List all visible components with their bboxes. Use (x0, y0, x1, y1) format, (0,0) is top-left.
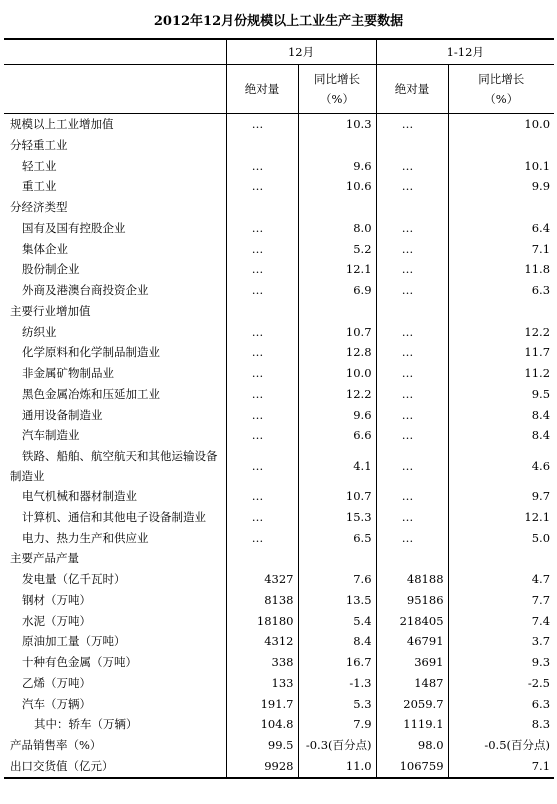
table-row (4, 507, 554, 528)
header-yoy-line2: （%） (320, 92, 354, 106)
header-yoy-line2: （%） (484, 92, 519, 106)
row-label: 主要产品产量 (10, 551, 79, 566)
month-yoy-cell: 9.6 (298, 156, 376, 177)
header-month-yoy (298, 65, 376, 114)
ytd-abs-cell: … (376, 363, 448, 384)
ytd-abs-cell: … (376, 218, 448, 239)
month-yoy-cell: 7.9 (298, 714, 376, 735)
month-abs-cell: … (226, 176, 298, 197)
table-row (4, 176, 554, 197)
table-row (4, 673, 554, 694)
month-abs-cell: … (226, 486, 298, 507)
ytd-abs-cell: … (376, 528, 448, 549)
table-row (4, 239, 554, 260)
row-label: 其中：轿车（万辆） (34, 717, 138, 732)
month-yoy-cell: 9.6 (298, 405, 376, 426)
month-abs-cell: 18180 (226, 611, 298, 632)
row-label: 纺织业 (22, 324, 57, 339)
ytd-abs-cell: 3691 (376, 652, 448, 673)
ytd-yoy-cell: 6.4 (448, 218, 554, 239)
month-yoy-cell: 5.2 (298, 239, 376, 260)
header-yoy-line1: 同比增长 (314, 72, 360, 86)
row-label: 非金属矿物制品业 (22, 366, 114, 380)
ytd-abs-cell (376, 548, 448, 569)
ytd-yoy-cell (448, 135, 554, 156)
ytd-abs-cell: … (376, 259, 448, 280)
ytd-yoy-cell: 10.0 (448, 114, 554, 135)
row-label: 轻工业 (22, 158, 57, 173)
header-row-period (4, 39, 554, 65)
month-abs-cell: … (226, 218, 298, 239)
ytd-yoy-cell: 7.1 (448, 239, 554, 260)
month-yoy-cell: 8.4 (298, 631, 376, 652)
month-yoy-cell: 12.1 (298, 259, 376, 280)
month-abs-cell: … (226, 114, 298, 135)
ytd-yoy-cell: 6.3 (448, 280, 554, 301)
table-row (4, 569, 554, 590)
month-yoy-cell (298, 548, 376, 569)
ytd-yoy-cell: 5.0 (448, 528, 554, 549)
header-month-abs: 绝对量 (226, 65, 298, 114)
month-yoy-cell: 10.6 (298, 176, 376, 197)
ytd-yoy-cell: 11.2 (448, 363, 554, 384)
ytd-abs-cell: 48188 (376, 569, 448, 590)
month-yoy-cell (298, 135, 376, 156)
row-label: 发电量（亿千瓦时） (22, 572, 126, 586)
ytd-yoy-cell: 11.8 (448, 259, 554, 280)
row-label: 分轻重工业 (10, 137, 68, 152)
month-yoy-cell: 12.8 (298, 342, 376, 363)
month-abs-cell: … (226, 342, 298, 363)
page-title: 2012年12月份规模以上工业生产主要数据 (153, 14, 404, 29)
month-abs-cell: 8138 (226, 590, 298, 611)
ytd-yoy-cell: 8.3 (448, 714, 554, 735)
ytd-abs-cell: … (376, 239, 448, 260)
month-yoy-cell: 6.9 (298, 280, 376, 301)
section-row (4, 548, 554, 569)
month-abs-cell: … (226, 280, 298, 301)
row-label: 分经济类型 (10, 200, 68, 214)
row-label: 出口交货值（亿元） (4, 756, 226, 778)
ytd-abs-cell: … (376, 405, 448, 426)
table-row (4, 652, 554, 673)
ytd-yoy-cell: -0.5(百分点) (448, 735, 554, 756)
ytd-abs-cell (376, 135, 448, 156)
month-abs-cell (226, 135, 298, 156)
section-row (4, 135, 554, 156)
month-abs-cell: … (226, 528, 298, 549)
ytd-abs-cell: … (376, 384, 448, 405)
table-row (4, 694, 554, 715)
month-yoy-cell (298, 197, 376, 218)
row-label: 重工业 (22, 179, 57, 194)
ytd-abs-cell (376, 197, 448, 218)
table-row (4, 218, 554, 239)
month-yoy-cell: 5.4 (298, 611, 376, 632)
ytd-yoy-cell: 9.3 (448, 652, 554, 673)
section-row (4, 301, 554, 322)
header-yoy-line1: 同比增长 (478, 72, 525, 86)
row-label: 水泥（万吨） (22, 613, 91, 628)
month-abs-cell: … (226, 156, 298, 177)
table-row (4, 384, 554, 405)
ytd-yoy-cell: 12.1 (448, 507, 554, 528)
ytd-abs-cell: … (376, 425, 448, 446)
row-label: 外商及港澳台商投资企业 (22, 283, 149, 297)
table-row (4, 280, 554, 301)
ytd-abs-cell (376, 301, 448, 322)
ytd-abs-cell: … (376, 176, 448, 197)
row-label: 原油加工量（万吨） (22, 634, 126, 649)
month-abs-cell (226, 197, 298, 218)
header-row-metrics (4, 65, 554, 114)
month-abs-cell (226, 301, 298, 322)
row-label: 规模以上工业增加值 (10, 117, 114, 131)
month-yoy-cell (298, 301, 376, 322)
table-body (4, 114, 554, 778)
month-abs-cell: … (226, 507, 298, 528)
month-yoy-cell: 11.0 (298, 756, 376, 778)
table-row (4, 322, 554, 343)
ytd-abs-cell: … (376, 156, 448, 177)
table-row (4, 425, 554, 446)
ytd-yoy-cell: 8.4 (448, 425, 554, 446)
ytd-abs-cell: … (376, 342, 448, 363)
ytd-yoy-cell: 10.1 (448, 156, 554, 177)
ytd-yoy-cell: 7.4 (448, 611, 554, 632)
row-label: 十种有色金属（万吨） (22, 655, 137, 669)
month-yoy-cell: 5.3 (298, 694, 376, 715)
row-label: 主要行业增加值 (10, 303, 91, 318)
ytd-abs-cell: 106759 (376, 756, 448, 778)
table-row (4, 714, 554, 735)
ytd-yoy-cell: 9.5 (448, 384, 554, 405)
ytd-abs-cell: … (376, 507, 448, 528)
table-row (4, 611, 554, 632)
row-label: 计算机、通信和其他电子设备制造业 (22, 509, 206, 524)
month-abs-cell: … (226, 363, 298, 384)
row-label: 铁路、船舶、航空航天和其他运输设备制造业 (10, 449, 218, 483)
month-abs-cell: 338 (226, 652, 298, 673)
ytd-yoy-cell (448, 301, 554, 322)
table-row (4, 342, 554, 363)
header-empty (4, 39, 226, 65)
month-yoy-cell: 10.7 (298, 322, 376, 343)
month-yoy-cell: 10.3 (298, 114, 376, 135)
ytd-yoy-cell: 4.6 (448, 446, 554, 486)
ytd-abs-cell: … (376, 446, 448, 486)
ytd-yoy-cell: 4.7 (448, 569, 554, 590)
ytd-yoy-cell: 9.9 (448, 176, 554, 197)
ytd-yoy-cell: 12.2 (448, 322, 554, 343)
header-ytd-yoy (448, 65, 554, 114)
row-label: 黑色金属冶炼和压延加工业 (22, 386, 160, 401)
ytd-abs-cell: 1119.1 (376, 714, 448, 735)
row-label: 化学原料和化学制品制造业 (22, 345, 160, 360)
ytd-yoy-cell: 7.1 (448, 756, 554, 778)
row-label: 电气机械和器材制造业 (22, 489, 137, 503)
row-label: 乙烯（万吨） (22, 675, 91, 690)
ytd-yoy-cell: 9.7 (448, 486, 554, 507)
month-abs-cell: 99.5 (226, 735, 298, 756)
ytd-abs-cell: 1487 (376, 673, 448, 694)
header-ytd-abs: 绝对量 (376, 65, 448, 114)
table-row (4, 259, 554, 280)
month-yoy-cell: 12.2 (298, 384, 376, 405)
table-row (4, 735, 554, 756)
table-row (4, 363, 554, 384)
ytd-yoy-cell: 7.7 (448, 590, 554, 611)
month-abs-cell: 191.7 (226, 694, 298, 715)
month-abs-cell: … (226, 425, 298, 446)
row-label: 通用设备制造业 (22, 407, 103, 422)
ytd-abs-cell: … (376, 322, 448, 343)
stats-table (4, 38, 554, 779)
month-abs-cell: 133 (226, 673, 298, 694)
month-yoy-cell: 10.0 (298, 363, 376, 384)
header-empty-2 (4, 65, 226, 114)
header-ytd: 1-12月 (376, 39, 554, 65)
month-abs-cell: … (226, 239, 298, 260)
ytd-abs-cell: 46791 (376, 631, 448, 652)
month-abs-cell: … (226, 446, 298, 486)
row-label: 股份制企业 (22, 262, 80, 277)
month-abs-cell: 9928 (226, 756, 298, 778)
month-abs-cell: 4312 (226, 631, 298, 652)
ytd-abs-cell: … (376, 114, 448, 135)
month-yoy-cell: 6.5 (298, 528, 376, 549)
table-row (4, 114, 554, 135)
header-month: 12月 (226, 39, 376, 65)
ytd-abs-cell: 2059.7 (376, 694, 448, 715)
table-row (4, 446, 554, 486)
month-yoy-cell: 8.0 (298, 218, 376, 239)
ytd-abs-cell: 98.0 (376, 735, 448, 756)
row-label: 钢材（万吨） (22, 592, 91, 607)
table-row (4, 756, 554, 778)
ytd-yoy-cell (448, 548, 554, 569)
month-abs-cell: 4327 (226, 569, 298, 590)
row-label: 电力、热力生产和供应业 (22, 530, 149, 545)
ytd-yoy-cell: 6.3 (448, 694, 554, 715)
table-row (4, 486, 554, 507)
row-label: 产品销售率（%） (10, 738, 102, 752)
ytd-yoy-cell (448, 197, 554, 218)
table-row (4, 631, 554, 652)
month-abs-cell (226, 548, 298, 569)
month-yoy-cell: 15.3 (298, 507, 376, 528)
table-row (4, 405, 554, 426)
month-yoy-cell: 13.5 (298, 590, 376, 611)
table-row (4, 528, 554, 549)
month-yoy-cell: 10.7 (298, 486, 376, 507)
month-yoy-cell: -1.3 (298, 673, 376, 694)
ytd-abs-cell: … (376, 486, 448, 507)
ytd-yoy-cell: -2.5 (448, 673, 554, 694)
table-row (4, 156, 554, 177)
month-yoy-cell: -0.3(百分点) (298, 735, 376, 756)
month-yoy-cell: 7.6 (298, 569, 376, 590)
month-yoy-cell: 16.7 (298, 652, 376, 673)
month-yoy-cell: 4.1 (298, 446, 376, 486)
ytd-abs-cell: 218405 (376, 611, 448, 632)
row-label: 国有及国有控股企业 (22, 220, 126, 235)
ytd-yoy-cell: 3.7 (448, 631, 554, 652)
month-abs-cell: … (226, 384, 298, 405)
ytd-abs-cell: 95186 (376, 590, 448, 611)
table-row (4, 590, 554, 611)
month-abs-cell: … (226, 259, 298, 280)
row-label: 集体企业 (22, 241, 68, 256)
month-yoy-cell: 6.6 (298, 425, 376, 446)
ytd-yoy-cell: 11.7 (448, 342, 554, 363)
ytd-yoy-cell: 8.4 (448, 405, 554, 426)
section-row (4, 197, 554, 218)
month-abs-cell: … (226, 322, 298, 343)
month-abs-cell: 104.8 (226, 714, 298, 735)
row-label: 汽车制造业 (22, 428, 80, 443)
row-label: 汽车（万辆） (22, 696, 91, 711)
ytd-abs-cell: … (376, 280, 448, 301)
month-abs-cell: … (226, 405, 298, 426)
